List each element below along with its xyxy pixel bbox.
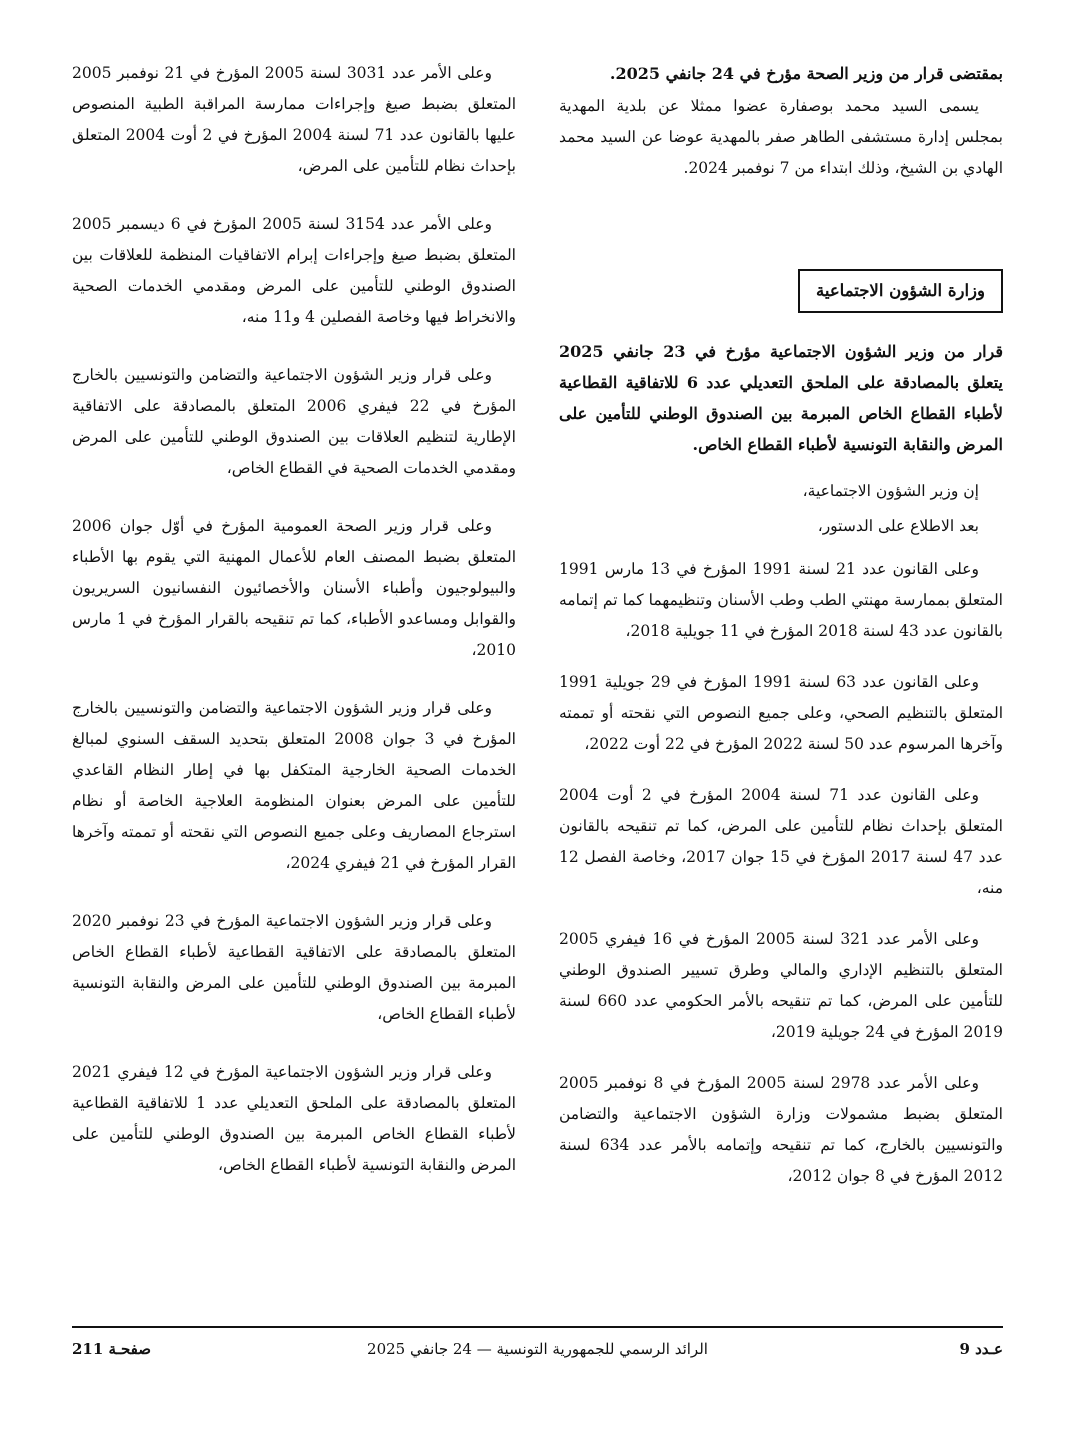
page-number: صفحـة 211 xyxy=(72,1340,151,1358)
journal-title: الرائد الرسمي للجمهورية التونسية — 24 جانفي 2025 xyxy=(367,1340,708,1358)
paragraph: وعلى قرار وزير الشؤون الاجتماعية المؤرخ في 23 نوفمبر 2020 المتعلق بالمصادقة على الاتفاقية القطاعية لأطباء القطاع الخاص المبرمة بين الصندوق الوطني للتأمين على المرض والنقابة التونسية لأطباء القطاع الخاص، xyxy=(72,912,516,1023)
decision-title: قرار من وزير الشؤون الاجتماعية مؤرخ في 23 جانفي 2025 يتعلق بالمصادقة على الملحق التعديلي عدد 6 للاتفاقية القطاعية لأطباء القطاع الخاص المبرمة بين الصندوق الوطني للتأمين على المرض والنقابة التونسية لأطباء القطاع الخاص. xyxy=(559,342,1004,454)
paragraph: إن وزير الشؤون الاجتماعية، xyxy=(802,482,979,500)
section-title-box: وزارة الشؤون الاجتماعية xyxy=(798,269,1003,313)
paragraph: وعلى الأمر عدد 3031 لسنة 2005 المؤرخ في 21 نوفمبر 2005 المتعلق بضبط صيغ وإجراءات ممارسة المراقبة الطبية المنصوص عليها بالقانون عدد 71 لسنة 2004 المؤرخ في 2 أوت 2004 المتعلق بإحداث نظام للتأمين على المرض، xyxy=(72,64,516,175)
opening-decision-body: يسمى السيد محمد بوصفارة عضوا ممثلا عن بلدية المهدية بمجلس إدارة مستشفى الطاهر صفر بالمهدية عوضا عن السيد محمد الهادي بن الشيخ، وذلك ابتداء من 7 نوفمبر 2024. xyxy=(559,97,1003,177)
paragraph: وعلى قرار وزير الشؤون الاجتماعية والتضامن والتونسيين بالخارج المؤرخ في 22 فيفري 2006 المتعلق بالمصادقة على الاتفاقية الإطارية لتنظيم العلاقات بين الصندوق الوطني للتأمين على المرض ومقدمي الخدمات الصحية في القطاع الخاص، xyxy=(72,366,517,477)
section-wrapper xyxy=(559,184,1003,336)
paragraph: وعلى القانون عدد 21 لسنة 1991 المؤرخ في 13 مارس 1991 المتعلق بممارسة مهنتي الطب وطب الأسنان وتنظيمهما كما تم إتمامه بالقانون عدد 43 لسنة 2018 المؤرخ في 11 جويلية 2018، xyxy=(559,560,1003,640)
paragraph: وعلى القانون عدد 63 لسنة 1991 المؤرخ في 29 جويلية 1991 المتعلق بالتنظيم الصحي، وعلى جميع النصوص التي نقحته أو تممته وآخرها المرسوم عدد 50 لسنة 2022 المؤرخ في 22 أوت 2022، xyxy=(559,673,1003,753)
paragraph: بعد الاطلاع على الدستور، xyxy=(817,517,979,535)
page-footer xyxy=(72,1326,1003,1378)
paragraph: وعلى الأمر عدد 2978 لسنة 2005 المؤرخ في 8 نوفمبر 2005 المتعلق بضبط مشمولات وزارة الشؤون الاجتماعية والتضامن والتونسيين بالخارج، كما تم تنقيحه وإتمامه بالأمر عدد 634 لسنة 2012 المؤرخ في 8 جوان 2012، xyxy=(559,1074,1003,1185)
paragraph: وعلى الأمر عدد 3154 لسنة 2005 المؤرخ في 6 ديسمبر 2005 المتعلق بضبط صيغ وإجراءات إبرام الاتفاقيات المنظمة للعلاقات بين الصندوق الوطني للتأمين على المرض ومقدمي الخدمات الصحية والانخراط فيها وخاصة الفصلين 4 و11 منه، xyxy=(72,215,516,326)
paragraph: وعلى القانون عدد 71 لسنة 2004 المؤرخ في 2 أوت 2004 المتعلق بإحداث نظام للتأمين على المرض، كما تم تنقيحه بالقانون عدد 47 لسنة 2017 المؤرخ في 15 جوان 2017، وخاصة الفصل 12 منه، xyxy=(559,786,1003,897)
issue-number: عـدد 9 xyxy=(959,1340,1003,1358)
left-column xyxy=(72,58,516,1208)
opening-decision-heading: بمقتضى قرار من وزير الصحة مؤرخ في 24 جانفي 2025. xyxy=(609,64,1003,83)
paragraph: وعلى الأمر عدد 321 لسنة 2005 المؤرخ في 16 فيفري 2005 المتعلق بالتنظيم الإداري والمالي وطرق تسيير الصندوق الوطني للتأمين على المرض، كما تم تنقيحه بالأمر الحكومي عدد 660 لسنة 2019 المؤرخ في 24 جويلية 2019، xyxy=(559,930,1003,1041)
right-column xyxy=(559,58,1003,1212)
paragraph: وعلى قرار وزير الصحة العمومية المؤرخ في أوّل جوان 2006 المتعلق بضبط المصنف العام للأعمال المهنية التي يقوم بها الأطباء والبيولوجيون وأطباء الأسنان والأخصائيون النفسانيون السريريون والقوابل ومساعدو الأطباء، كما تم تنقيحه بالقرار المؤرخ في 1 مارس 2010، xyxy=(72,517,517,659)
paragraph: وعلى قرار وزير الشؤون الاجتماعية والتضامن والتونسيين بالخارج المؤرخ في 3 جوان 2008 المتعلق بتحديد السقف السنوي لمبالغ الخدمات الصحية الخارجية المتكفل بها في إطار النظام القاعدي للتأمين على المرض بعنوان المنظومة العلاجية الخاصة أو نظام استرجاع المصاريف وعلى جميع النصوص التي نقحته أو تممته وآخرها القرار المؤرخ في 21 فيفري 2024، xyxy=(72,699,516,872)
paragraph: وعلى قرار وزير الشؤون الاجتماعية المؤرخ في 12 فيفري 2021 المتعلق بالمصادقة على الملحق التعديلي عدد 1 للاتفاقية القطاعية لأطباء القطاع الخاص المبرمة بين الصندوق الوطني للتأمين على المرض والنقابة التونسية لأطباء القطاع الخاص، xyxy=(72,1063,516,1174)
